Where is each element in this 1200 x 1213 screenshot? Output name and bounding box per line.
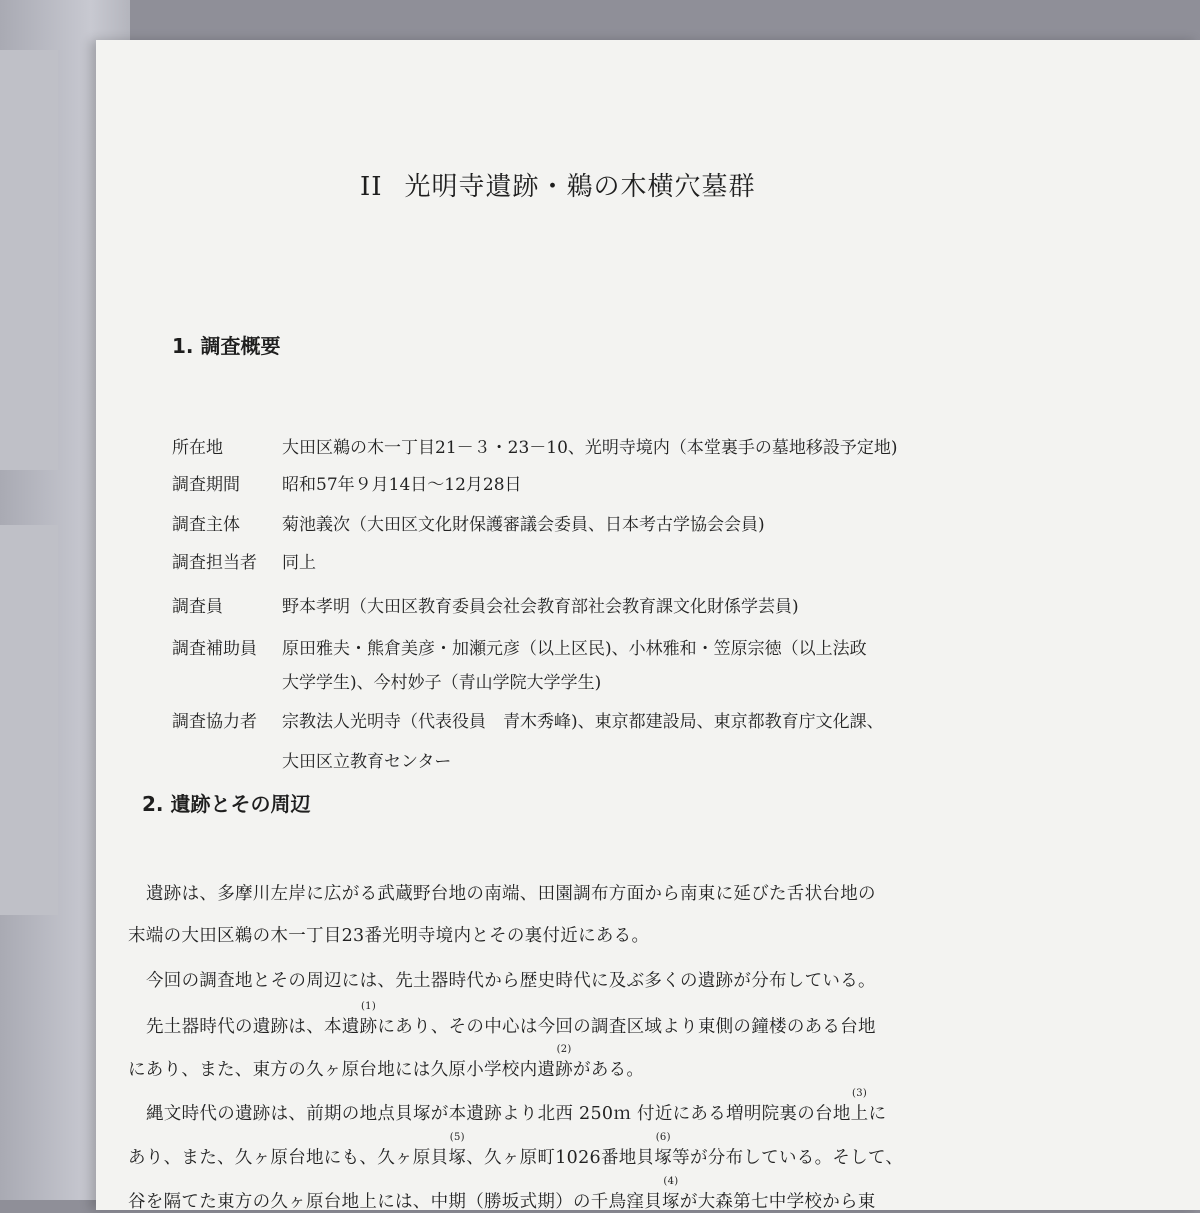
body-line: にあり、また、東方の久ヶ原台地には久原小学校内遺 (2) 跡がある。: [128, 1044, 645, 1080]
info-row-assistants-cont: 大学学生)、今村妙子（青山学院大学学生): [282, 673, 602, 693]
body-line: あり、また、久ヶ原台地にも、久ヶ原貝 (5) 塚、久ヶ原町1026番地貝 (6) 塚等が分布している。そして、: [128, 1132, 904, 1168]
footnote-ref: (4): [663, 1176, 679, 1187]
info-row-location: 所在地 大田区鵜の木一丁目21－３・23－10、光明寺境内（本堂裏手の墓地移設予定地): [172, 438, 898, 458]
figure-plate-top: [0, 50, 58, 470]
info-row-cooperators: 調査協力者 宗教法人光明寺（代表役員 青木秀峰)、東京都建設局、東京都教育庁文化課、: [172, 712, 884, 732]
info-row-investigator: 調査員 野本孝明（大田区教育委員会社会教育部社会教育課文化財係学芸員): [172, 597, 799, 617]
body-line: 今回の調査地とその周辺には、先土器時代から歴史時代に及ぶ多くの遺跡が分布している。: [146, 971, 876, 991]
info-row-assistants: 調査補助員 原田雅夫・熊倉美彦・加瀬元彦（以上区民)、小林雅和・笠原宗徳（以上法政: [172, 639, 867, 659]
chapter-title: [360, 166, 756, 203]
info-row-cooperators-cont: 大田区立教育センター: [282, 752, 452, 772]
footnote-ref: (3): [851, 1088, 868, 1099]
info-row-period: 調査期間 昭和57年９月14日～12月28日: [172, 475, 522, 495]
body-line: 先土器時代の遺跡は、本遺 (1) 跡にあり、その中心は今回の調査区域より東側の鐘楼のある台地: [146, 1001, 876, 1037]
figure-plate-bottom: [0, 525, 58, 915]
document-page: [96, 40, 1200, 1210]
info-row-organizer: 調査主体 菊池義次（大田区文化財保護審議会委員、日本考古学協会会員): [172, 515, 765, 535]
footnote-ref: (1): [360, 1001, 377, 1012]
section-heading-site-surroundings: 2. 遺跡とその周辺: [142, 792, 311, 816]
body-line: 末端の大田区鵜の木一丁目23番光明寺境内とその裏付近にある。: [128, 926, 650, 946]
chapter-number: II: [360, 172, 383, 202]
body-line: 縄文時代の遺跡は、前期の地点貝塚が本遺跡より北西 250ｍ 付近にある増明院裏の台地 (3) 上に: [146, 1088, 887, 1124]
footnote-ref: (2): [556, 1044, 572, 1055]
footnote-ref: (5): [449, 1132, 465, 1143]
body-line: 遺跡は、多摩川左岸に広がる武蔵野台地の南端、田園調布方面から南東に延びた舌状台地の: [146, 884, 876, 904]
section-heading-survey-overview: 1. 調査概要: [172, 334, 281, 358]
info-row-person-in-charge: 調査担当者 同上: [172, 553, 316, 573]
body-line: 谷を隔てた東方の久ヶ原台地上には、中期（勝坂式期）の千鳥窪貝 (4) 塚が大森第七中学校から東: [128, 1176, 876, 1212]
chapter-title-text: 光明寺遺跡・鵜の木横穴墓群: [404, 172, 756, 202]
footnote-ref: (6): [655, 1132, 671, 1143]
